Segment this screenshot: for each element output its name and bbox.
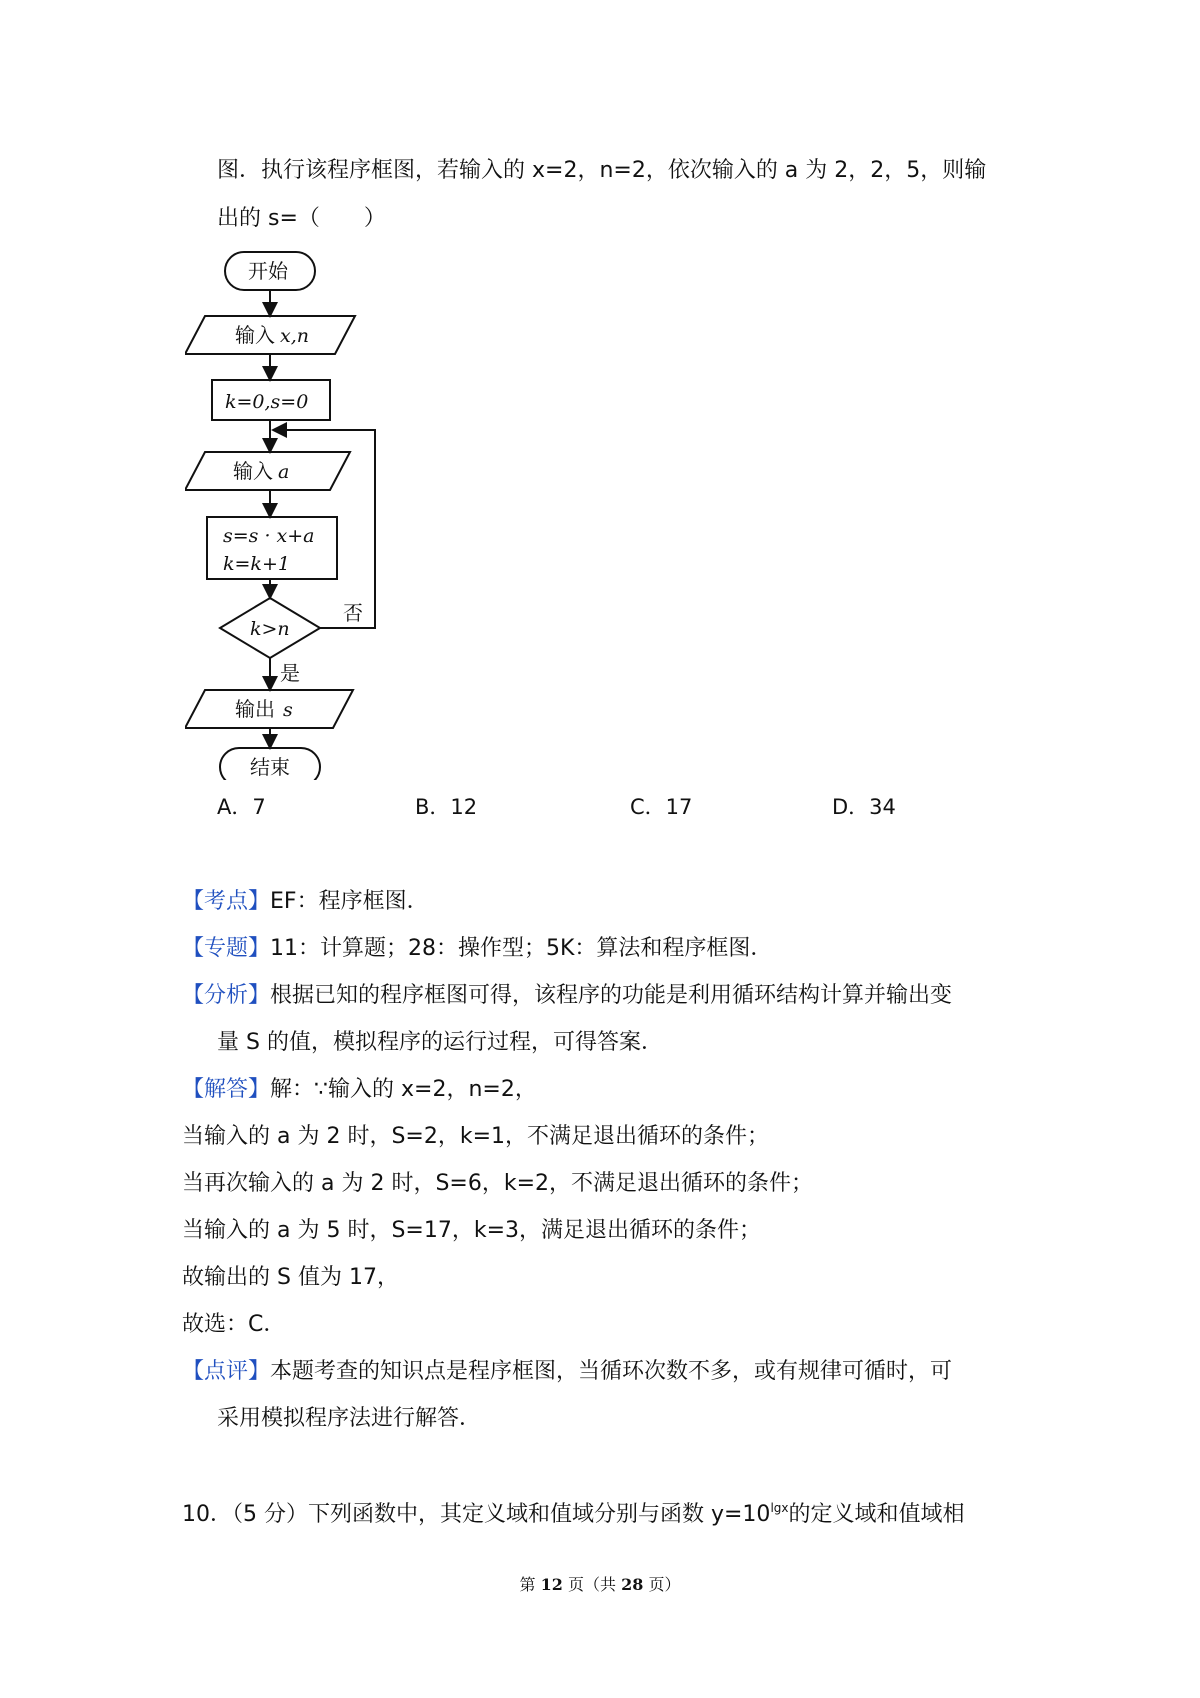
footer-part-1: 第: [519, 1575, 541, 1594]
solution-step-4: 故输出的 S 值为 17，: [182, 1265, 399, 1290]
fenxi-line: [182, 981, 952, 1011]
footer-part-3: 页）: [643, 1575, 681, 1594]
flowchart-output-label: 输出: [235, 697, 275, 721]
option-a: A．7: [217, 795, 266, 819]
flowchart-start-label: 开始: [248, 259, 288, 283]
flowchart-end-label: 结束: [250, 755, 290, 779]
page-footer: [0, 1574, 1200, 1596]
solution-step-2: 当再次输入的 a 为 2 时，S=6，k=2，不满足退出循环的条件；: [182, 1171, 814, 1196]
fenxi-line-2: 量 S 的值，模拟程序的运行过程，可得答案．: [217, 1030, 663, 1055]
footer-part-2: 页（共: [562, 1575, 622, 1594]
kaodian-text: EF：程序框图．: [270, 889, 429, 914]
flowchart: [185, 250, 410, 780]
flowchart-condition-label: k>n: [250, 618, 290, 640]
flowchart-input-xn-label: 输入: [235, 323, 275, 347]
solution-step-3: 当输入的 a 为 5 时，S=17，k=3，满足退出循环的条件；: [182, 1218, 762, 1243]
next-question: [182, 1500, 965, 1530]
kaodian-line: [182, 887, 429, 917]
flowchart-input-a-label: 输入: [233, 459, 273, 483]
dianping-tag: 【点评】: [182, 1359, 271, 1384]
flowchart-input-a-var: a: [278, 461, 290, 483]
kaodian-tag: 【考点】: [182, 889, 271, 914]
zhuanti-text: 11：计算题；28：操作型；5K：算法和程序框图．: [270, 936, 773, 961]
zhuanti-tag: 【专题】: [182, 936, 271, 961]
flowchart-no-label: 否: [343, 601, 363, 625]
jieda-line: [182, 1075, 537, 1105]
flowchart-update-k: k=k+1: [223, 553, 290, 575]
fenxi-tag: 【分析】: [182, 983, 271, 1008]
question-line-2: 出的 s=（ ）: [217, 206, 386, 231]
footer-total-pages: 28: [621, 1575, 644, 1594]
next-question-superscript: lgx: [770, 1501, 789, 1515]
flowchart-input-xn-vars: x,n: [280, 325, 309, 347]
fenxi-text: 根据已知的程序框图可得，该程序的功能是利用循环结构计算并输出变: [270, 983, 953, 1008]
question-line-1: 图．执行该程序框图，若输入的 x=2，n=2，依次输入的 a 为 2，2，5，则输: [217, 158, 987, 183]
dianping-text: 本题考查的知识点是程序框图，当循环次数不多，或有规律可循时，可: [270, 1359, 953, 1384]
next-question-prefix: 10．（5 分）下列函数中，其定义域和值域分别与函数 y=10: [182, 1502, 771, 1527]
solution-step-1: 当输入的 a 为 2 时，S=2，k=1，不满足退出循环的条件；: [182, 1124, 770, 1149]
option-b: B．12: [415, 795, 478, 819]
flowchart-output-var: s: [283, 699, 293, 721]
next-question-suffix: 的定义域和值域相: [788, 1502, 965, 1527]
flowchart-init-label: k=0,s=0: [225, 391, 309, 413]
footer-page-number: 12: [540, 1575, 563, 1594]
solution-step-5: 故选：C．: [182, 1312, 286, 1337]
jieda-tag: 【解答】: [182, 1077, 271, 1102]
option-c: C．17: [630, 795, 693, 819]
zhuanti-line: [182, 934, 772, 964]
dianping-line-2: 采用模拟程序法进行解答．: [217, 1406, 482, 1431]
flowchart-yes-label: 是: [280, 661, 300, 685]
jieda-text: 解：∵输入的 x=2，n=2，: [270, 1077, 537, 1102]
dianping-line: [182, 1357, 952, 1387]
option-d: D．34: [832, 795, 896, 819]
flowchart-update-s: s=s · x+a: [223, 525, 315, 547]
